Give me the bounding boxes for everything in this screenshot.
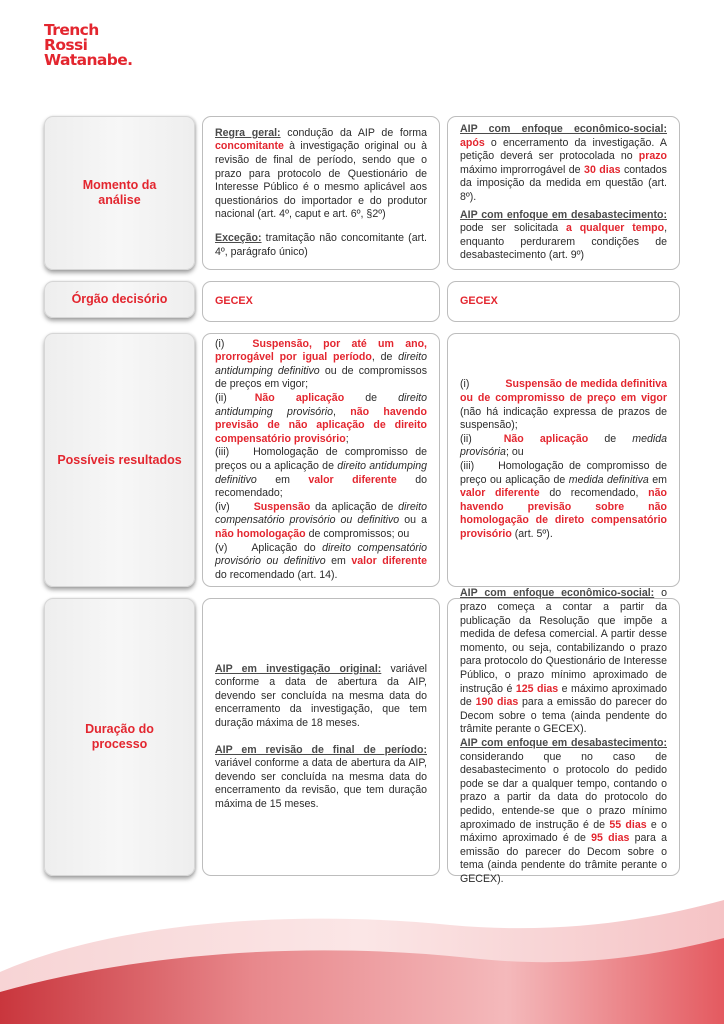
result-item: [460, 378, 667, 432]
italic-text: medida definitiva: [568, 473, 649, 486]
highlight: 30 dias: [584, 163, 621, 176]
brand-logo: [44, 23, 132, 68]
duracao-cell-left: [202, 598, 440, 876]
logo-line-3: Watanabe.: [44, 51, 133, 69]
row-label-resultados: [44, 333, 195, 587]
paragraph: [460, 209, 667, 263]
italic-text: direito antidumping definitivo: [215, 351, 427, 377]
paragraph: [215, 232, 427, 259]
paragraph: [215, 663, 427, 731]
italic-text: direito antidumping definitivo: [215, 460, 428, 486]
text: de compromissos; ou: [305, 527, 410, 540]
text: para a emissão do parecer do Decom sobre o tema (ainda pendente do trâmite perante o GECEX).: [460, 696, 667, 736]
text: considerando que no caso de desabastecimento o protocolo do pedido pode se dar a qualquer tempo, contando o prazo a partir da data do protocolo do pedido, entende-se que o prazo mínimo aproximado de instrução é de: [460, 750, 667, 831]
text: do recomendado (art. 14).: [215, 568, 338, 581]
row-label-duracao: [44, 598, 195, 876]
resultados-cell-right: [447, 333, 680, 587]
italic-text: medida provisória: [460, 432, 667, 459]
paragraph: [215, 744, 427, 812]
result-item: [215, 501, 427, 542]
highlight: após: [460, 136, 485, 149]
orgao-cell-left: [202, 281, 440, 322]
text: para a emissão do parecer do Decom sobre o tema (ainda pendente do trâmite perante o GECEX).: [460, 832, 667, 885]
text: , de: [371, 351, 399, 364]
result-item: [215, 392, 427, 446]
duracao-cell-right: [447, 587, 680, 885]
result-item: [215, 542, 427, 583]
text: em: [256, 473, 309, 486]
highlight: concomitante: [215, 140, 284, 153]
rule-heading: Regra geral:: [215, 126, 281, 139]
text: de: [344, 392, 399, 405]
item-number: (i): [460, 378, 470, 391]
momento-cell-aip: [447, 116, 680, 270]
highlight: valor diferente: [351, 555, 427, 568]
text: e máximo aproximado de: [460, 682, 667, 709]
result-item: [460, 460, 667, 542]
highlight: 55 dias: [609, 818, 647, 831]
econ-heading: AIP com enfoque econômico-social:: [460, 123, 667, 135]
text: Homologação de compromisso de preços ou a aplicação de: [215, 446, 427, 472]
text: do recomendado;: [215, 473, 427, 500]
logo-line-2: Rossi: [44, 36, 88, 54]
orgao-cell-right: [447, 281, 680, 322]
text: máximo improrrogável de: [460, 163, 585, 176]
highlight: Suspensão, por até um ano, prorrogável por igual período: [215, 337, 427, 364]
highlight: não homologação: [215, 527, 306, 540]
paragraph: [460, 123, 667, 205]
paragraph: [460, 737, 667, 887]
text: à investigação original ou à revisão de final de período, sendo que o prazo para protocolo de Questionário de Interesse Público é o mesmo aplicável aos questionários do importador e do produtor nacional (art. 4º, caput e art. 6º, §2º): [215, 140, 427, 221]
row-label-momento: [44, 116, 195, 270]
text: (art. 5º).: [511, 527, 553, 540]
highlight: 190 dias: [475, 696, 519, 709]
highlight: Suspensão: [253, 500, 311, 513]
text: tramitação não concomitante (art. 4º, parágrafo único): [215, 231, 427, 258]
highlight: Não aplicação: [254, 392, 345, 405]
text: contados da imposição da medida em questão (art. 8º).: [460, 163, 667, 203]
row-label-text: Órgão decisório: [71, 292, 168, 306]
text: ; ou: [505, 446, 524, 459]
text: do recomendado,: [539, 487, 649, 500]
highlight: Não aplicação: [503, 432, 589, 445]
highlight: Suspensão de medida definitiva ou de compromisso de preço em vigor: [460, 378, 667, 405]
exception-heading: Exceção:: [215, 231, 262, 244]
text: em: [648, 473, 667, 486]
text: ou a: [399, 514, 428, 527]
text: ,: [332, 405, 351, 418]
text: e o máximo aproximado é de: [460, 818, 667, 845]
text: da aplicação de: [310, 500, 399, 513]
highlight: não havendo previsão de não aplicação de direito compensatório provisório: [215, 405, 427, 445]
text: em: [325, 555, 352, 568]
text: Homologação de compromisso de preço ou aplicação de: [460, 460, 667, 486]
paragraph: [215, 127, 427, 222]
text: o prazo começa a contar a partir da publicação da Resolução que impõe a medida de defesa comercial. A partir desse momento, ou seja, contabilizando o prazo para protocolo do Questionário de Interesse Público, o prazo mínimo aproximado de instrução é: [460, 587, 667, 695]
logo-line-1: Trench: [44, 21, 99, 39]
paragraph: [460, 587, 667, 737]
result-item: [215, 446, 427, 500]
decorative-wave: [0, 880, 724, 1024]
result-item: [460, 433, 667, 460]
item-number: (v): [215, 541, 228, 554]
momento-cell-concurrent: [202, 116, 440, 270]
shortage-heading: AIP com enfoque em desabastecimento:: [460, 737, 667, 749]
highlight: 95 dias: [591, 832, 630, 845]
original-heading: AIP em investigação original:: [215, 662, 382, 675]
italic-text: direito compensatório provisório ou definitivo: [215, 541, 427, 568]
item-number: (iii): [215, 446, 230, 459]
highlight: prazo: [638, 150, 667, 163]
text: pode ser solicitada: [460, 222, 566, 235]
row-label-orgao: [44, 281, 195, 318]
row-label-text: Duração do processo: [85, 722, 154, 751]
row-label-text: Possíveis resultados: [57, 452, 182, 467]
result-item: [215, 338, 427, 392]
highlight: 125 dias: [515, 682, 559, 695]
text: (não há indicação expressa de prazos de suspensão);: [460, 405, 667, 432]
shortage-heading: AIP com enfoque em desabastecimento:: [460, 208, 667, 221]
text: variável conforme a data de abertura da AIP, devendo ser concluída na mesma data do encerramento da revisão, que tem duração máxima de 15 meses.: [215, 757, 427, 810]
item-number: (iv): [215, 500, 230, 513]
item-number: (ii): [215, 392, 227, 405]
text: condução da AIP de forma: [280, 126, 428, 139]
text: ou de compromissos de preços em vigor;: [215, 364, 427, 391]
item-number: (iii): [460, 460, 475, 472]
highlight: a qualquer tempo: [565, 222, 665, 235]
econ-heading: AIP com enfoque econômico-social:: [460, 587, 655, 600]
italic-text: direito compensatório provisório ou definitivo: [215, 500, 427, 527]
text: Aplicação do: [251, 541, 323, 554]
item-number: (ii): [460, 432, 472, 445]
text: o encerramento da investigação. A petição deverá ser protocolada no: [460, 136, 667, 163]
review-heading: AIP em revisão de final de período:: [215, 743, 427, 756]
highlight: valor diferente: [460, 487, 540, 500]
text: variável conforme a data de abertura da AIP, devendo ser concluída na mesma data do encerramento da investigação, que tem duração máxima de 18 meses.: [215, 662, 428, 729]
row-label-text: Momento da análise: [82, 178, 157, 207]
text: ;: [345, 432, 349, 445]
item-number: (i): [215, 337, 225, 350]
resultados-cell-left: [202, 333, 440, 587]
text: de: [588, 432, 633, 445]
decision-body: GECEX: [215, 294, 253, 307]
highlight: valor diferente: [308, 473, 397, 486]
decision-body: GECEX: [460, 294, 498, 307]
highlight: não havendo previsão sobre não homologação de direto compensatório provisório: [460, 487, 667, 540]
text: , enquanto perdurarem condições de desabastecimento (art. 9º): [460, 222, 668, 262]
italic-text: direito antidumping provisório: [215, 392, 428, 418]
